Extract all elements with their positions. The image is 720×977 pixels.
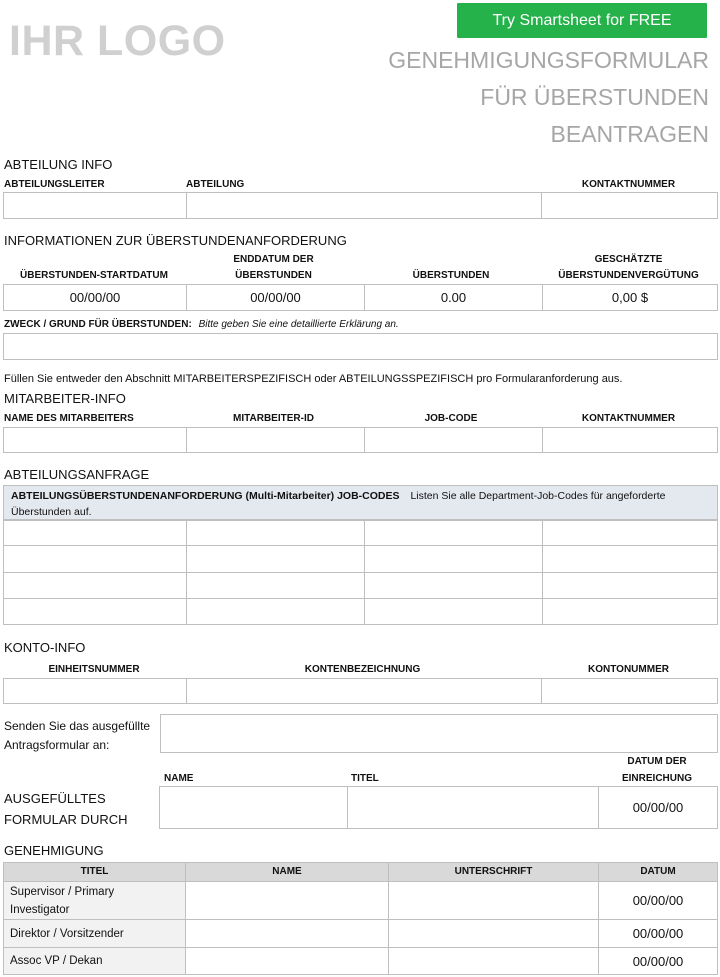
label-overtime-start: ÜBERSTUNDEN-STARTDATUM: [20, 270, 168, 281]
job-code-cell[interactable]: [543, 520, 718, 546]
approval-name-field[interactable]: [186, 920, 389, 948]
department-contact-field[interactable]: [542, 193, 718, 219]
approval-date-field[interactable]: 00/00/00: [599, 882, 718, 920]
label-job-code: JOB-CODE: [424, 413, 478, 424]
form-title-line-1: GENEHMIGUNGSFORMULAR: [388, 47, 709, 73]
job-code-cell[interactable]: [4, 598, 187, 624]
job-code-cell[interactable]: [187, 598, 365, 624]
job-code-cell[interactable]: [365, 546, 543, 572]
department-request-text-2: Überstunden auf.: [11, 506, 92, 518]
job-code-cell[interactable]: [4, 572, 187, 598]
table-row: [4, 948, 718, 975]
completed-by-table: [159, 786, 718, 829]
account-info-table: [3, 678, 718, 704]
reason-field[interactable]: [3, 333, 718, 360]
job-code-cell[interactable]: [187, 520, 365, 546]
table-row: [4, 520, 718, 546]
label-submission-date-line1: DATUM DER: [627, 756, 687, 767]
send-to-field[interactable]: [160, 714, 718, 753]
job-code-cell[interactable]: [543, 598, 718, 624]
logo-placeholder: IHR LOGO: [9, 17, 226, 65]
table-row: [4, 572, 718, 598]
overtime-hours[interactable]: 0.00: [365, 285, 543, 311]
reason-row: [4, 318, 399, 331]
department-request-heading: ABTEILUNGSANFRAGE: [4, 467, 150, 482]
label-employee-name: NAME DES MITARBEITERS: [4, 413, 134, 424]
completed-title-field[interactable]: [348, 787, 599, 829]
label-account-number: KONTONUMMER: [588, 664, 669, 675]
label-employee-id: MITARBEITER-ID: [233, 413, 314, 424]
label-account-name: KONTENBEZEICHNUNG: [304, 664, 421, 675]
job-code-field[interactable]: [365, 428, 543, 453]
send-to-line-2: Antragsformular an:: [4, 738, 110, 752]
department-info-table: [3, 192, 718, 219]
approval-signature-field[interactable]: [389, 948, 599, 975]
label-estimated-line2: ÜBERSTUNDENVERGÜTUNG: [558, 270, 699, 281]
label-unit-number: EINHEITSNUMMER: [48, 664, 140, 675]
approval-heading: GENEHMIGUNG: [4, 843, 104, 858]
approval-name-field[interactable]: [186, 948, 389, 975]
employee-info-table: [3, 427, 718, 453]
approval-title-line: Investigator: [10, 903, 70, 916]
table-row: [4, 546, 718, 572]
label-estimated-line1: GESCHÄTZTE: [594, 254, 663, 265]
overtime-request-table: [3, 284, 718, 311]
department-field[interactable]: [187, 193, 542, 219]
approval-title-cell: Direktor / Vorsitzender: [4, 920, 186, 948]
department-request-description: [3, 485, 718, 521]
label-employee-contact: KONTAKTNUMMER: [581, 413, 676, 424]
approval-signature-field[interactable]: [389, 920, 599, 948]
employee-id-field[interactable]: [187, 428, 365, 453]
label-contact-number: KONTAKTNUMMER: [581, 179, 676, 190]
table-row: [4, 920, 718, 948]
label-end-date-line2: ÜBERSTUNDEN: [235, 270, 312, 281]
department-head-field[interactable]: [4, 193, 187, 219]
approval-title-line: Supervisor / Primary: [10, 885, 115, 898]
approval-name-field[interactable]: [186, 882, 389, 920]
label-end-date-line1: ENDDATUM DER: [233, 254, 314, 265]
send-to-line-1: Senden Sie das ausgefüllte: [4, 719, 151, 733]
section-instruction-note: Füllen Sie entweder den Abschnitt MITARBEITERSPEZIFISCH oder ABTEILUNGSSPEZIFISCH pro Formularanforderung aus.: [4, 373, 623, 385]
department-request-bold: ABTEILUNGSÜBERSTUNDENANFORDERUNG (Multi-Mitarbeiter) JOB-CODES: [11, 490, 400, 502]
label-department-head: ABTEILUNGSLEITER: [4, 179, 105, 190]
label-overtime-hours: ÜBERSTUNDEN: [412, 270, 490, 281]
approval-title-cell: Assoc VP / Dekan: [4, 948, 186, 975]
department-info-heading: ABTEILUNG INFO: [4, 157, 113, 172]
unit-number-field[interactable]: [4, 679, 187, 704]
completed-by-line-1: AUSGEFÜLLTES: [4, 791, 106, 806]
job-code-cell[interactable]: [187, 572, 365, 598]
employee-name-field[interactable]: [4, 428, 187, 453]
employee-contact-field[interactable]: [543, 428, 718, 453]
approval-col-name: NAME: [186, 863, 389, 882]
form-title-line-3: BEANTRAGEN: [550, 121, 709, 147]
estimated-compensation[interactable]: 0,00 $: [543, 285, 718, 311]
completed-name-field[interactable]: [160, 787, 348, 829]
submission-date-field[interactable]: 00/00/00: [599, 787, 718, 829]
reason-hint: Bitte geben Sie eine detaillierte Erklärung an.: [198, 319, 399, 330]
job-code-cell[interactable]: [365, 520, 543, 546]
label-completed-name: NAME: [164, 773, 194, 784]
overtime-start-date[interactable]: 00/00/00: [4, 285, 187, 311]
job-code-cell[interactable]: [187, 546, 365, 572]
job-code-cell[interactable]: [543, 572, 718, 598]
send-to-label: [4, 717, 150, 755]
label-completed-title: TITEL: [351, 773, 379, 784]
approval-title-cell: [4, 882, 186, 920]
department-request-text-1: Listen Sie alle Department-Job-Codes für angeforderte: [410, 490, 666, 502]
approval-header-row: [4, 863, 718, 882]
table-row: [4, 598, 718, 624]
approval-col-signature: UNTERSCHRIFT: [389, 863, 599, 882]
job-code-cell[interactable]: [4, 546, 187, 572]
overtime-end-date[interactable]: 00/00/00: [187, 285, 365, 311]
job-code-cell[interactable]: [4, 520, 187, 546]
approval-col-title: TITEL: [4, 863, 186, 882]
completed-by-label: [4, 788, 128, 830]
account-info-heading: KONTO-INFO: [4, 640, 86, 655]
account-number-field[interactable]: [542, 679, 718, 704]
label-submission-date-line2: EINREICHUNG: [621, 773, 692, 784]
job-code-cell[interactable]: [365, 598, 543, 624]
table-row: [4, 882, 718, 920]
approval-date-field[interactable]: 00/00/00: [599, 948, 718, 975]
employee-info-heading: MITARBEITER-INFO: [4, 391, 126, 406]
job-code-cell[interactable]: [365, 572, 543, 598]
reason-label: ZWECK / GRUND FÜR ÜBERSTUNDEN:: [4, 319, 192, 330]
approval-signature-field[interactable]: [389, 882, 599, 920]
account-name-field[interactable]: [187, 679, 542, 704]
form-title-line-2: FÜR ÜBERSTUNDEN: [480, 84, 709, 110]
label-department: ABTEILUNG: [186, 179, 245, 190]
try-smartsheet-button[interactable]: Try Smartsheet for FREE: [457, 3, 707, 38]
approval-col-date: DATUM: [599, 863, 718, 882]
approval-date-field[interactable]: 00/00/00: [599, 920, 718, 948]
overtime-request-heading: INFORMATIONEN ZUR ÜBERSTUNDENANFORDERUNG: [4, 233, 347, 248]
department-job-codes-table: [3, 519, 718, 625]
completed-by-line-2: FORMULAR DURCH: [4, 812, 128, 827]
job-code-cell[interactable]: [543, 546, 718, 572]
approval-table: [3, 862, 718, 975]
